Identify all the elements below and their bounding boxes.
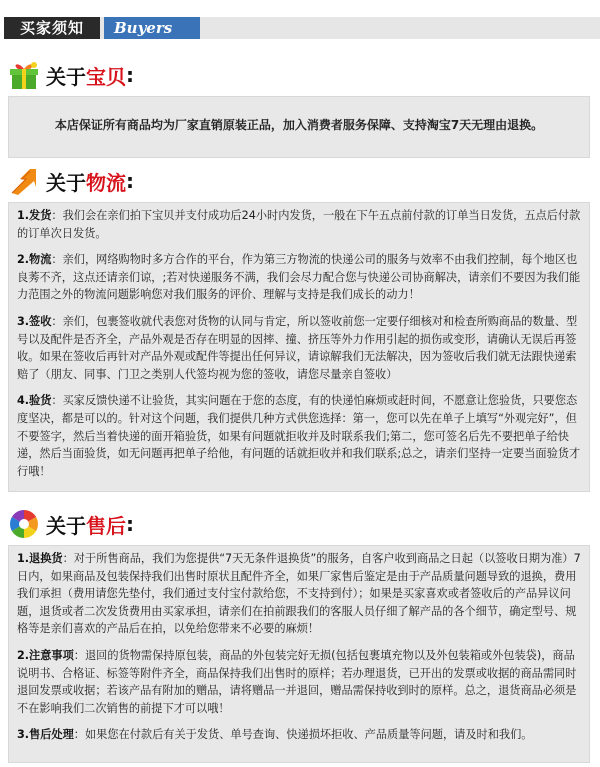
wuliu-item-inspection <box>17 392 581 480</box>
color-wheel-icon <box>8 508 40 540</box>
item-label: 1.退换货 <box>17 552 63 565</box>
heading-colon: : <box>126 512 134 536</box>
buyers-banner <box>0 0 600 40</box>
item-text: ：亲们，包裹签收就代表您对货物的认同与肯定，所以签收前您一定要仔细核对和检查所购商品的数量、型号以及配件是否齐全，产品外观是否存在明显的因摔、撞、挤压等外力作用引起的损伤或变形，请确认无误后再签收。如果在签收后再针对产品外观或配件等提出任何异议，请谅解我们无法解决，因为签收后我们就无法跟快递索赔了（朋友、同事、门卫之类别人代签均视为您的签收，请您尽量亲自签收） <box>17 314 578 381</box>
item-label: 3.售后处理 <box>17 728 74 742</box>
wuliu-item-logistics <box>17 251 581 304</box>
item-label: 2.物流 <box>17 253 52 267</box>
baobei-box <box>8 96 590 158</box>
gift-box-icon <box>8 59 40 91</box>
heading-colon: : <box>126 169 134 193</box>
item-text: ：对于所售商品，我们为您提供“7天无条件退换货”的服务，自客户收到商品之日起（以签收日期为准）7日内，如果商品及包装保持我们出售时原状且配件齐全，如果厂家售后鉴定是由于产品质量问题导致的退换，费用我们承担（费用请您先垫付，我们通过支付宝付款给您，不支持到付）；如果是买家喜欢或者签收后的产品异议问题，退货或者二次发货费用由买家承担，请亲们在拍前跟我们的客服人员仔细了解产品的各个细节，确定型号、规格等是亲们喜欢的产品后在拍，以免给您带来不必要的麻烦！ <box>17 552 581 636</box>
banner-title-en: Buyers <box>104 17 200 39</box>
heading-prefix: 关于 <box>46 64 86 89</box>
item-label: 2.注意事项 <box>17 648 74 662</box>
shouhou-box <box>8 545 590 763</box>
heading-keyword: 物流 <box>86 170 126 195</box>
item-label: 4.验货 <box>17 394 52 408</box>
item-text: ：买家反馈快递不让验货，其实问题在于您的态度，有的快递怕麻烦或赶时间，不愿意让您验货，只要您态度坚决，都是可以的。针对这个问题，我们提供几种方式供您选择：第一，您可以先在单子上填写“外观完好”，但不要签字，然后当着快递的面开箱验货，如果有问题就拒收并及时联系我们;第二，您可签名后先不要把单子给快递，然后当面验货，如无问题再把单子给他，有问题的话就拒收并和我们联系;总之，请亲们坚持一定要当面验货才行哦！ <box>17 394 581 478</box>
arrow-icon <box>8 165 40 197</box>
item-text: ：亲们，网络购物时多方合作的平台，作为第三方物流的快递公司的服务与效率不由我们控制，每个地区也良莠不齐，这点还请亲们谅，;若对快递服务不满，我们会尽力配合您与快递公司协商解决，请亲们不要因为我们能力范围之外的物流问题影响您对我们服务的评价、理解与支持是我们成长的动力！ <box>17 253 581 302</box>
section-heading-wuliu <box>8 162 134 200</box>
item-text: ：如果您在付款后有关于发货、单号查询、快递损坏拒收、产品质量等问题，请及时和我们。 <box>73 728 533 742</box>
item-text: ：退回的货物需保持原包装，商品的外包装完好无损(包括包裹填充物以及外包装箱或外包装袋)，商品说明书、合格证、标签等附件齐全，商品保持我们出售时的原样；若办理退货，已开出的发票或收据的商品需同时退回发票或收据；若该产品有附加的赠品，请将赠品一并退回，赠品需保持收到时的原样。总之，退货商品必须是不在影响我们二次销售的前提下才可以哦！ <box>17 648 577 715</box>
item-label: 1.发货 <box>17 209 52 222</box>
section-heading-baobei <box>8 56 134 94</box>
shouhou-item-notes <box>17 647 581 717</box>
shouhou-item-aftersale <box>17 726 581 744</box>
baobei-text: 本店保证所有商品均为厂家直销原装正品，加入消费者服务保障、支持淘宝7天无理由退换。 <box>54 118 544 132</box>
heading-prefix: 关于 <box>46 170 86 195</box>
heading-colon: : <box>126 63 134 87</box>
wuliu-box <box>8 202 590 492</box>
section-heading-shouhou <box>8 505 134 543</box>
heading-keyword: 宝贝 <box>86 64 126 89</box>
item-label: 3.签收 <box>17 314 52 328</box>
shouhou-item-returns <box>17 550 581 638</box>
item-text: ：我们会在亲们拍下宝贝并支付成功后24小时内发货，一般在下午五点前付款的订单当日发货，五点后付款的订单次日发货。 <box>17 209 581 240</box>
heading-prefix: 关于 <box>46 513 86 538</box>
wuliu-item-shipping <box>17 207 581 242</box>
banner-title-cn: 买家须知 <box>4 17 100 39</box>
heading-keyword: 售后 <box>86 513 126 538</box>
wuliu-item-signing <box>17 313 581 383</box>
